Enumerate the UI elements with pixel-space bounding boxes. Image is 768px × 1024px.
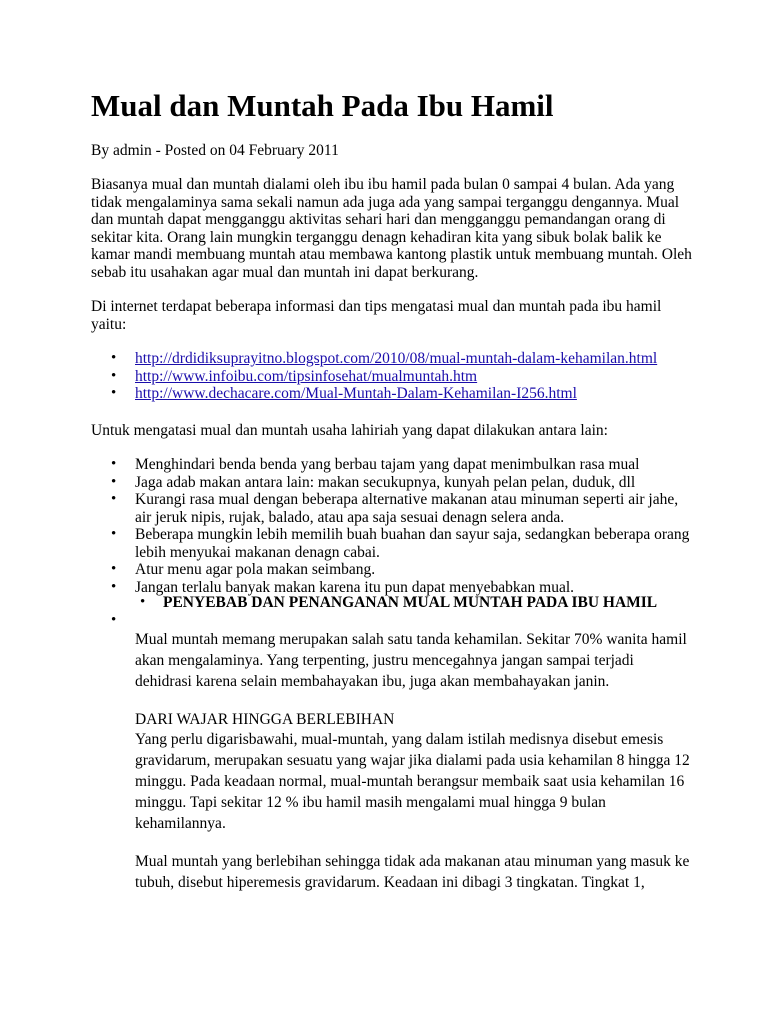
- section-heading: PENYEBAB DAN PENANGANAN MUAL MUNTAH PADA IBU HAMIL: [163, 594, 658, 611]
- internet-info-line: yaitu:: [91, 315, 127, 333]
- body-line: akan mengalaminya. Yang terpenting, justru mencegahnya jangan sampai terjadi: [135, 652, 634, 669]
- body-paragraph-1: [135, 629, 695, 692]
- intro-line: tidak mengalaminya sama sekali namun ada juga ada yang sampai terganggu dengannya. Mual: [91, 193, 680, 211]
- tip-line: Beberapa mungkin lebih memilih buah buahan dan sayur saja, sedangkan beberapa orang: [135, 526, 690, 543]
- body-line: dehidrasi karena selain membahayakan ibu, juga akan membahayakan janin.: [135, 673, 610, 690]
- body-paragraph-2: [135, 729, 695, 834]
- empty-list-item: [91, 612, 139, 630]
- body-line: gravidarum, merupakan sesuatu yang wajar jika dialami pada usia kehamilan 8 hingga 12: [135, 752, 690, 769]
- body-line: kehamilannya.: [135, 815, 226, 832]
- page-title: Mual dan Muntah Pada Ibu Hamil: [91, 88, 554, 123]
- tip-item: [91, 526, 689, 561]
- intro-line: sekitar kita. Orang lain mungkin terganggu denagn kehadiran kita yang sibuk bolak balik ke: [91, 228, 662, 246]
- tip-line: lebih menyukai makanan denagn cabai.: [135, 543, 380, 561]
- tip-line: Jaga adab makan antara lain: makan secukupnya, kunyah pelan pelan, duduk, dll: [135, 473, 636, 491]
- bullet-icon: •: [111, 473, 117, 490]
- list-item: [91, 385, 657, 403]
- tips-intro: Untuk mengatasi mual dan muntah usaha lahiriah yang dapat dilakukan antara lain:: [91, 422, 608, 439]
- tips-list: [91, 456, 689, 596]
- reference-link-drdidik[interactable]: http://drdidiksuprayitno.blogspot.com/2010/08/mual-muntah-dalam-kehamilan.html: [135, 350, 658, 367]
- bullet-icon: •: [111, 367, 117, 384]
- reference-link-infoibu[interactable]: http://www.infoibu.com/tipsinfosehat/mualmuntah.htm: [135, 367, 478, 385]
- tip-line: air jeruk nipis, rujak, balado, atau apa saja sesuai denagn selera anda.: [135, 508, 565, 526]
- intro-line: Biasanya mual dan muntah dialami oleh ibu ibu hamil pada bulan 0 sampai 4 bulan. Ada yang: [91, 176, 675, 193]
- empty-bullet-list: [91, 612, 139, 630]
- bullet-icon: •: [111, 385, 117, 401]
- bullet-icon: •: [111, 350, 117, 366]
- internet-info-line: Di internet terdapat beberapa informasi dan tips mengatasi mual dan muntah pada ibu hamil: [91, 298, 662, 315]
- bullet-icon: •: [111, 491, 117, 507]
- list-item: [91, 368, 657, 386]
- reference-link-list: [91, 350, 657, 403]
- tip-line: Jangan terlalu banyak makan karena itu pun dapat menyebabkan mual.: [135, 578, 575, 596]
- body-line: Yang perlu digarisbawahi, mual-muntah, yang dalam istilah medisnya disebut emesis: [135, 731, 664, 748]
- body-line: Mual muntah yang berlebihan sehingga tidak ada makanan atau minuman yang masuk ke: [135, 853, 690, 870]
- tip-item: [91, 456, 689, 474]
- bullet-icon: •: [111, 561, 117, 577]
- body-line: minggu. Pada keadaan normal, mual-muntah berangsur membaik saat usia kehamilan 16: [135, 773, 685, 790]
- intro-line: sebab itu usahakan agar mual dan muntah ini dapat berkurang.: [91, 263, 479, 281]
- intro-paragraph: [91, 176, 691, 281]
- body-line: Mual muntah memang merupakan salah satu tanda kehamilan. Sekitar 70% wanita hamil: [135, 631, 687, 648]
- tip-item: [91, 561, 689, 579]
- post-byline: By admin - Posted on 04 February 2011: [91, 142, 339, 159]
- body-line: minggu. Tapi sekitar 12 % ibu hamil masih mengalami mual hingga 9 bulan: [135, 794, 606, 811]
- bullet-icon: •: [111, 578, 117, 595]
- bullet-icon: •: [111, 612, 117, 628]
- tip-line: Kurangi rasa mual dengan beberapa alternative makanan atau minuman seperti air jahe,: [135, 491, 679, 508]
- tip-line: Atur menu agar pola makan seimbang.: [135, 561, 376, 578]
- tip-line: Menghindari benda benda yang berbau tajam yang dapat menimbulkan rasa mual: [135, 456, 640, 473]
- body-paragraph-3: [135, 851, 695, 893]
- reference-link-dechacare[interactable]: http://www.dechacare.com/Mual-Muntah-Dalam-Kehamilan-I256.html: [135, 385, 577, 402]
- tip-item: [91, 491, 689, 526]
- bullet-icon: •: [140, 594, 146, 610]
- bullet-icon: •: [111, 456, 117, 472]
- list-item: [134, 594, 657, 612]
- subheading: DARI WAJAR HINGGA BERLEBIHAN: [135, 711, 395, 728]
- body-line: tubuh, disebut hiperemesis gravidarum. Keadaan ini dibagi 3 tingkatan. Tingkat 1,: [135, 874, 645, 891]
- intro-line: kamar mandi membuang muntah atau membawa kantong plastik untuk membuang muntah. Oleh: [91, 246, 692, 263]
- bullet-icon: •: [111, 526, 117, 542]
- tip-item: [91, 474, 689, 492]
- section-heading-list: [134, 594, 657, 612]
- list-item: [91, 350, 657, 368]
- internet-info-paragraph: [91, 298, 691, 333]
- intro-line: dan muntah dapat mengganggu aktivitas sehari hari dan mengganggu pemandangan orang di: [91, 211, 666, 228]
